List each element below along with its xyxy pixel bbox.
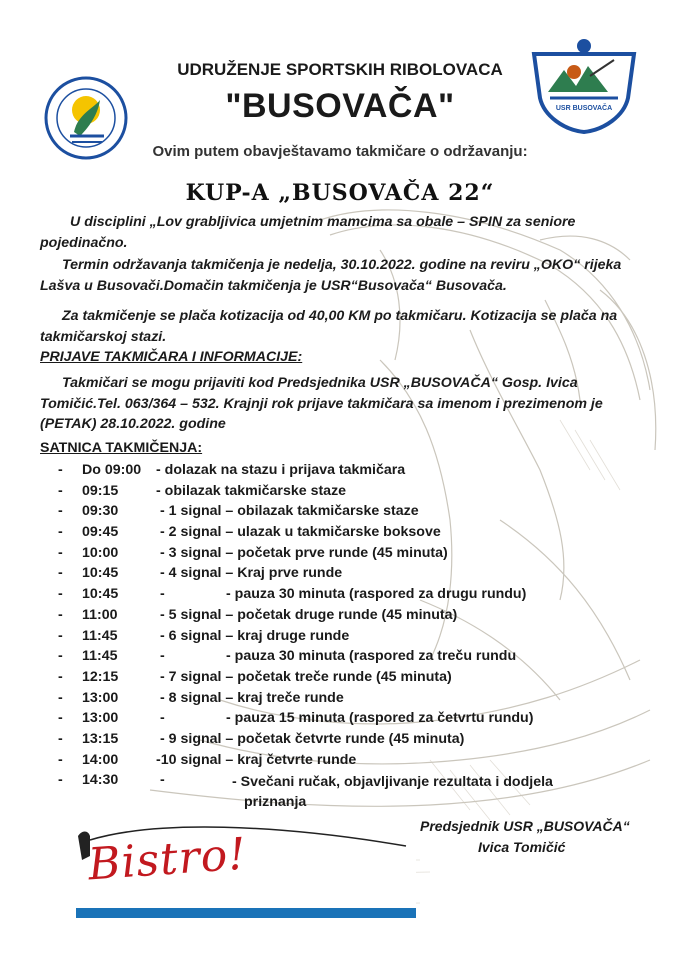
bistro-sponsor-logo [76,826,416,918]
schedule-list [0,462,678,814]
organization-name: UDRUŽENJE SPORTSKIH RIBOLOVACA [177,60,503,79]
row-desc: - 9 signal – početak četvrte runde (45 minuta) [160,730,465,747]
row-desc: - dolazak na stazu i prijava takmičara [156,462,406,478]
row-pause-dash: - [160,772,165,789]
row-dash: - [58,544,63,561]
row-dash: - [58,606,63,623]
schedule-row [0,710,678,731]
row-dash: - [58,730,63,747]
federation-logo [44,70,128,166]
schedule-row [0,462,678,483]
row-desc: - 2 signal – ulazak u takmičarske boksove [160,524,441,541]
cup-title: KUP-A „BUSOVAČA 22“ [185,180,495,206]
row-dash: - [58,627,63,644]
schedule-row [0,586,678,607]
registration-text: Takmičari se mogu prijaviti kod Predsjednika USR „BUSOVAČA“ Gosp. Ivica Tomičić.Tel. 063/364 – 532. Krajnji rok prijave takmičara sa imenom i prezimenom je (PETAK) 28.10.2022. godine [40,375,603,432]
row-time: 13:00 [82,710,119,727]
schedule-row [0,690,678,711]
row-pause-dash: - [160,648,165,665]
row-dash: - [58,482,63,499]
row-time: 09:45 [82,524,119,541]
row-time: 09:15 [82,482,119,499]
row-dash: - [58,751,63,768]
row-desc: - Svečani ručak, objavljivanje rezultata i dodjela [232,774,553,791]
schedule-heading: SATNICA TAKMIČENJA: [40,440,203,456]
intro-paragraph-discipline: U disciplini „Lov grabljivica umjetnim mamcima sa obale – SPIN za seniore pojedinačno. [40,214,576,251]
row-desc: - 1 signal – obilazak takmičarske staze [160,503,419,520]
schedule-row [0,628,678,649]
notice-text: Ovim putem obavještavamo takmičare o održavanju: [152,143,528,160]
row-dash: - [58,668,63,685]
row-dash: - [58,462,63,478]
row-time: 12:15 [82,668,119,685]
row-desc: -10 signal – kraj četvrte runde [156,751,357,768]
row-time: 11:45 [82,627,118,644]
row-time: 14:30 [82,772,119,789]
intro-paragraph-term: Termin održavanja takmičenja je nedelja, 30.10.2022. godine na reviru „OKO“ rijeka Lašva u Busovači.Domačin takmičenja je USR“Busovača“ Busovača. [40,257,622,294]
row-desc: - pauza 15 minuta (raspored za četvrtu rundu) [226,710,534,727]
row-desc: - obilazak takmičarske staze [156,482,347,499]
bistro-logo-text: Bistro! [86,828,249,891]
row-dash: - [58,503,63,520]
schedule-row [0,524,678,545]
row-time: 14:00 [82,751,119,768]
row-time: 13:15 [82,730,119,747]
row-dash: - [58,648,63,665]
schedule-row [0,607,678,628]
schedule-row [0,503,678,524]
row-desc: - 8 signal – kraj treče runde [160,689,344,706]
row-dash: - [58,710,63,727]
row-pause-dash: - [160,710,165,727]
row-time: 11:45 [82,648,118,665]
row-time: 13:00 [82,689,119,706]
row-time: 10:45 [82,565,119,582]
row-dash: - [58,586,63,603]
registration-heading: PRIJAVE TAKMIČARA I INFORMACIJE: [40,349,303,365]
row-dash: - [58,565,63,582]
row-pause-dash: - [160,586,165,603]
row-time: Do 09:00 [82,462,142,478]
row-desc: - 6 signal – kraj druge runde [160,627,350,644]
row-desc: - pauza 30 minuta (raspored za drugu rundu) [226,586,527,603]
row-time: 10:45 [82,586,119,603]
schedule-row [0,669,678,690]
row-time: 11:00 [82,606,118,623]
schedule-row [0,565,678,586]
schedule-row [0,483,678,504]
schedule-row [0,545,678,566]
schedule-row [0,731,678,752]
row-time: 09:30 [82,503,119,520]
signature-title: Predsjednik USR „BUSOVAČA“ [420,818,630,834]
row-time: 10:00 [82,544,119,561]
signature-name: Ivica Tomičić [478,839,566,855]
row-desc: - pauza 30 minuta (raspored za treču rundu [226,648,517,665]
usr-busovaca-logo [528,36,640,134]
organization-title: "BUSOVAČA" [225,87,455,125]
schedule-row [0,772,678,814]
intro-paragraph-fee: Za takmičenje se plača kotizacija od 40,00 KM po takmičaru. Kotizacija se plača na takmičarskoj stazi. [40,308,618,345]
row-dash: - [58,772,63,789]
row-desc: - 3 signal – početak prve runde (45 minuta) [160,544,448,561]
schedule-row [0,752,678,773]
row-desc: - 5 signal – početak druge runde (45 minuta) [160,606,458,623]
schedule-row [0,648,678,669]
usr-logo-text: USR BUSOVAČA [555,105,613,112]
row-desc-continued: priznanja [244,794,307,811]
row-dash: - [58,689,63,706]
row-desc: - 7 signal – početak treče runde (45 minuta) [160,668,452,685]
row-dash: - [58,524,63,541]
row-desc: - 4 signal – Kraj prve runde [160,565,343,582]
